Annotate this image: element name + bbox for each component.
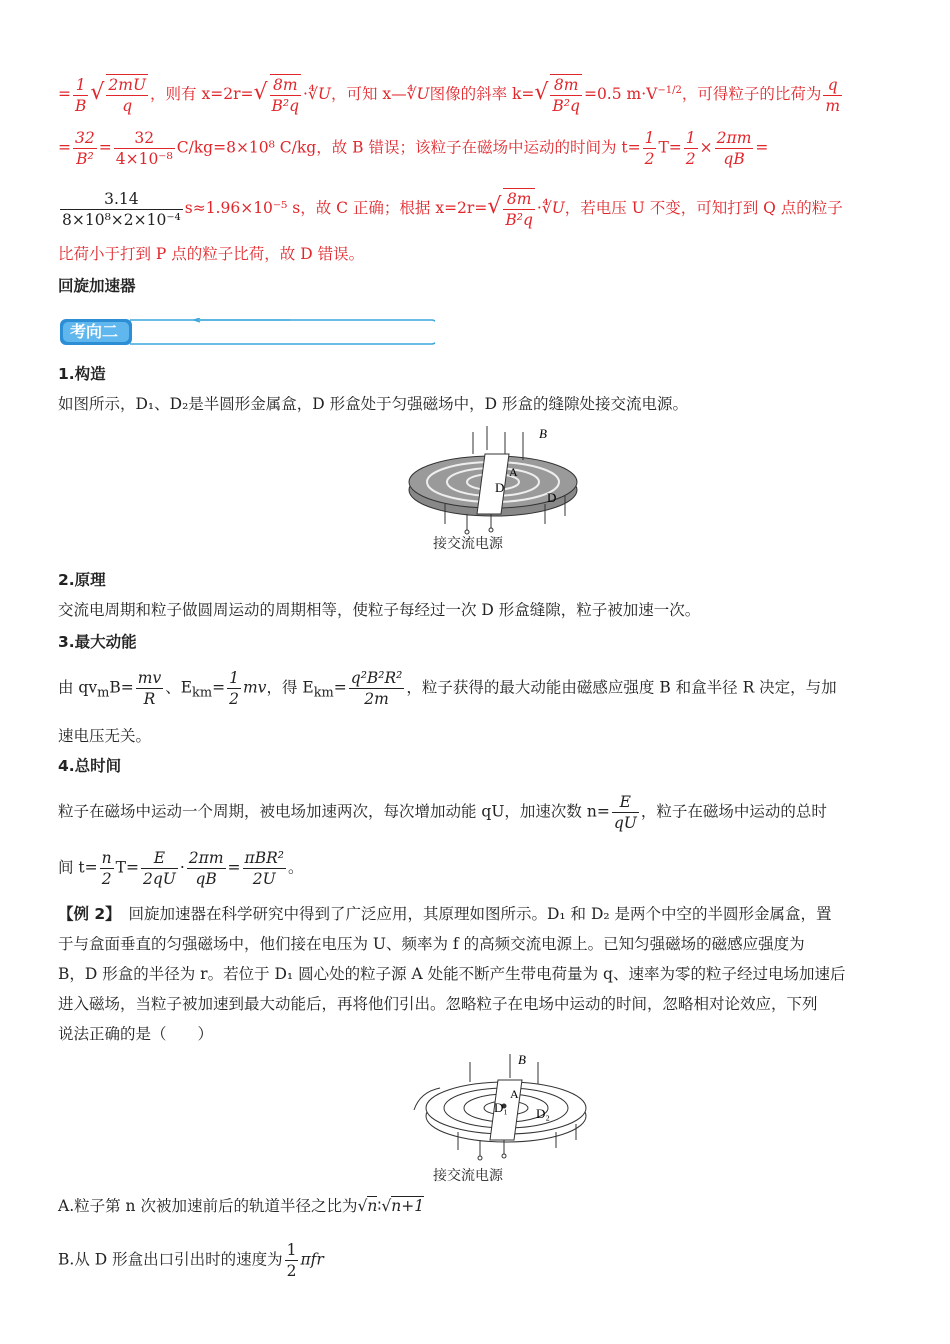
section-title: 回旋加速器 — [58, 277, 136, 295]
denominator: m — [825, 96, 841, 115]
sqrt-sign: √ — [357, 1197, 368, 1215]
sqrt-sign: √ — [253, 80, 268, 105]
fraction — [60, 189, 183, 230]
numerator: 8m — [503, 189, 535, 210]
fraction — [227, 668, 241, 709]
numerator: 1 — [73, 75, 88, 96]
denominator: 4×10⁻⁸ — [115, 150, 173, 168]
label-D1: D₁ — [494, 1100, 508, 1115]
numerator: πBR² — [244, 849, 284, 867]
example-line-1 — [58, 904, 832, 924]
numerator: 2mU — [108, 76, 147, 94]
solution-line-1: = $\frac{1}{B}$ √ $\frac{2mU}{q}$ ，则有 x=2r=√ $\frac{8m}{\text{B²q}}$ ·∜U，可知 x—∜U图像的斜率 k=√ $\frac{8m}{\text{B²q}}$ =0.5 $m\cdot V^{-1/2}$，可得粒子的比荷为 $\frac{q}{m}$ — [58, 75, 841, 115]
numerator: q — [823, 75, 842, 96]
radicand: n — [367, 1197, 378, 1215]
text: 图像的斜率 k= — [429, 85, 535, 103]
label-A: A — [509, 465, 518, 479]
cbrt-sign: ∜ — [406, 85, 417, 103]
text: = — [755, 138, 769, 157]
denominator: qU — [613, 814, 637, 832]
text: B.从 D 形盒出口引出时的速度为 — [58, 1250, 283, 1269]
cbrt-sign: ∜ — [541, 199, 552, 217]
numerator: 1 — [286, 1241, 297, 1259]
radicand-fraction — [550, 74, 582, 116]
numerator: 8m — [270, 75, 302, 96]
subscript: km — [192, 685, 213, 701]
denominator: 2 — [644, 150, 655, 168]
fraction — [612, 792, 639, 833]
numerator: 32 — [114, 128, 175, 149]
text: A.粒子第 n 次被加速前后的轨道半径之比为 — [58, 1197, 358, 1215]
denominator: qB — [195, 870, 217, 888]
fraction — [100, 848, 114, 889]
radicand-fraction — [503, 188, 535, 230]
sqrt-sign: √ — [534, 80, 549, 105]
fraction — [715, 128, 754, 169]
denominator: 2 — [286, 1262, 297, 1280]
denominator: q — [122, 97, 133, 115]
fraction — [73, 75, 88, 116]
text: ，可得粒子的比荷为 — [681, 85, 822, 103]
text: ，粒子在磁场中运动的总时 — [640, 802, 827, 821]
numerator: 2πm — [716, 129, 752, 147]
text: ，则有 x=2r= — [150, 85, 254, 103]
paragraph-principle: 交流电周期和粒子做圆周运动的周期相等，使粒子每经过一次 D 形盒缝隙，粒子被加速一次。 — [58, 601, 701, 619]
solution-line-4: 比荷小于打到 P 点的粒子比荷，故 D 错误。 — [58, 245, 365, 263]
denominator: B²q — [505, 211, 533, 229]
text: s≈1.96×10⁻⁵ s，故 C 正确；根据 x=2r= — [184, 199, 488, 217]
text: U — [317, 85, 331, 103]
example-line-4: 进入磁场，当粒子被加速到最大动能后，再将他们引出。忽略粒子在电场中运动的时间，忽略相对论效应，下列 — [58, 995, 818, 1013]
label-D2: D₂ — [536, 1106, 550, 1121]
text: = — [58, 138, 71, 157]
fraction — [643, 128, 657, 169]
denominator: B² — [76, 150, 94, 168]
fraction — [141, 848, 178, 889]
text: ，可知 x— — [330, 85, 407, 103]
numerator: mv — [137, 669, 162, 687]
denominator: 2m — [364, 690, 389, 708]
text: 、E — [165, 678, 193, 697]
denominator: 2 — [685, 150, 696, 168]
denominator: B²q — [552, 97, 580, 115]
text: = — [333, 678, 347, 697]
fraction — [73, 128, 97, 169]
denominator: B²q — [271, 97, 300, 115]
solution-line-2: = $\frac{32}{\text{B²}}$ = $\frac{32}{\text{4×10⁻⁸}}$ C/kg=8×10⁸ C/kg，故 B 错误；该粒子在磁场中运动的时间为 t= $\frac{1}{2}$ T= $\frac{1}{2}$ × $\frac{2\pi m}{qB}$ = — [58, 129, 769, 168]
numerator: 32 — [75, 129, 95, 147]
label-D2: D — [547, 490, 557, 505]
text: = — [58, 85, 71, 103]
fraction — [684, 128, 698, 169]
text: 回旋加速器在科学研究中得到了广泛应用，其原理如图所示。D₁ 和 D₂ 是两个中空的半圆形金属盒，置 — [128, 905, 832, 923]
numerator: 8m — [550, 75, 582, 96]
text: 由 qv — [58, 678, 98, 697]
text: C/kg=8×10⁸ C/kg，故 B 错误；该粒子在磁场中运动的时间为 t= — [176, 138, 641, 157]
cyclotron-figure-2 — [410, 1052, 600, 1172]
example-line-2: 于与盒面垂直的匀强磁场中，他们接在电压为 U、频率为 f 的高频交流电源上。已知匀强磁场的磁感应强度为 — [58, 935, 805, 953]
text: U — [551, 199, 565, 217]
text: 。 — [287, 858, 304, 877]
numerator: 1 — [229, 669, 239, 687]
sqrt-sign: √ — [90, 80, 105, 105]
denominator: R — [143, 690, 156, 708]
denominator: 2 — [229, 690, 239, 708]
text: ∶ — [377, 1197, 382, 1215]
figure-1-caption: 接交流电源 — [433, 536, 503, 552]
option-b[interactable] — [58, 1240, 324, 1281]
text: πfr — [300, 1250, 324, 1269]
text: T= — [658, 138, 682, 157]
text: 粒子在磁场中运动一个周期，被电场加速两次，每次增加动能 qU，加速次数 n= — [58, 802, 610, 821]
badge-label: 考向二 — [70, 322, 119, 341]
denominator: 8×10⁸×2×10⁻⁴ — [62, 210, 181, 229]
numerator: n — [101, 849, 112, 867]
fraction — [823, 75, 842, 116]
text: = — [212, 678, 226, 697]
fraction — [285, 1240, 299, 1281]
sqrt-sign: √ — [381, 1197, 392, 1215]
heading-principle: 2.原理 — [58, 571, 106, 589]
text: =0.5 m·V — [583, 85, 658, 103]
fraction — [187, 848, 226, 889]
heading-structure: 1.构造 — [58, 365, 106, 383]
denominator: B — [75, 96, 87, 115]
text: T= — [115, 858, 139, 877]
text: mv — [242, 678, 267, 697]
text: ，若电压 U 不变，可知打到 Q 点的粒子 — [564, 199, 843, 217]
fraction — [114, 128, 175, 169]
heading-max-kinetic-energy: 3.最大动能 — [58, 633, 137, 651]
text: · — [179, 858, 185, 877]
total-time-line-1 — [58, 792, 827, 833]
numerator: 1 — [644, 129, 655, 147]
denominator: 2U — [252, 870, 276, 888]
kinetic-energy-line — [58, 668, 837, 709]
text: 间 t= — [58, 858, 98, 877]
fraction — [243, 848, 286, 889]
exponent: −1/2 — [657, 84, 682, 96]
denominator: 2qU — [142, 870, 176, 888]
text: ，得 E — [266, 678, 314, 697]
figure-2-caption: 接交流电源 — [433, 1168, 503, 1184]
fraction — [136, 668, 163, 709]
numerator: E — [612, 792, 639, 813]
text: = — [227, 858, 241, 877]
heading-total-time: 4.总时间 — [58, 757, 122, 775]
radicand: n+1 — [391, 1197, 425, 1215]
radicand-fraction — [270, 74, 302, 116]
example-line-5: 说法正确的是（ ） — [58, 1025, 214, 1043]
cyclotron-figure-1 — [405, 424, 595, 546]
numerator: E — [141, 848, 178, 869]
sqrt-sign: √ — [487, 194, 502, 219]
denominator: qB — [723, 150, 745, 168]
text: × — [699, 138, 713, 157]
numerator: 1 — [685, 129, 696, 147]
text: ，粒子获得的最大动能由磁感应强度 B 和盒半径 R 决定，与加 — [406, 678, 837, 697]
label-B: B — [539, 426, 547, 441]
subscript: km — [313, 685, 334, 701]
paragraph-structure: 如图所示，D₁、D₂是半圆形金属盒，D 形盒处于匀强磁场中，D 形盒的缝隙处接交流电源。 — [58, 395, 688, 413]
numerator: q²B²R² — [350, 669, 403, 687]
numerator: 2πm — [188, 849, 224, 867]
label-B: B — [518, 1052, 526, 1067]
example-line-3: B，D 形盒的半径为 r。若位于 D₁ 圆心处的粒子源 A 处能不断产生带电荷量为 q、速率为零的粒子经过电场加速后 — [58, 965, 846, 983]
option-a[interactable] — [58, 1196, 424, 1216]
radicand-fraction — [106, 74, 148, 116]
fraction — [349, 668, 405, 709]
total-time-line-2 — [58, 848, 304, 889]
example-label: 【例 2】 — [58, 905, 113, 923]
solution-line-3: $\frac{3.14}{\text{8×10⁸×2×10⁻⁴}}$ s≈1.96×10⁻⁵ s，故 C 正确；根据 x=2r=√ $\frac{8m}{\text{B²q}}$ ·∜U，若电压 U 不变，可知打到 Q 点的粒子 — [62, 189, 843, 229]
text: U — [416, 85, 430, 103]
label-A: A — [510, 1087, 519, 1101]
text: B= — [109, 678, 134, 697]
denominator: 2 — [101, 870, 112, 888]
subscript: m — [97, 685, 110, 701]
cbrt-sign: ∜ — [307, 85, 318, 103]
kinetic-energy-line-2: 速电压无关。 — [58, 727, 152, 745]
label-D1: D — [495, 480, 505, 495]
numerator: 3.14 — [60, 189, 183, 210]
